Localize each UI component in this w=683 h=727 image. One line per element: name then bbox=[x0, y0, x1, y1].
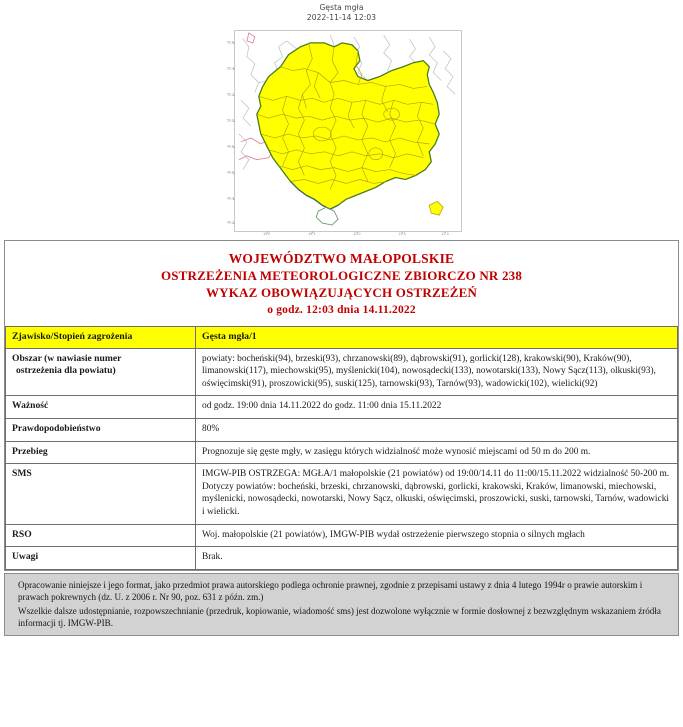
y-tick-label: 50.2 bbox=[226, 92, 234, 97]
southern-outline-fragment bbox=[316, 207, 338, 225]
sms-label: SMS bbox=[6, 464, 196, 524]
warning-map-section bbox=[0, 0, 683, 240]
y-tick-label: 49.4 bbox=[226, 196, 234, 201]
y-tick-label: 49.6 bbox=[226, 170, 234, 175]
document-header bbox=[5, 241, 678, 326]
table-row-area bbox=[6, 348, 678, 396]
table-row-rso bbox=[6, 524, 678, 547]
x-tick-label: 21.0 bbox=[441, 231, 449, 236]
malopolskie-map-graphic bbox=[235, 31, 461, 231]
y-tick-label: 50.6 bbox=[226, 40, 234, 45]
west-marker-outline bbox=[247, 33, 255, 43]
area-value: powiaty: bocheński(94), brzeski(93), chrzanowski(89), dąbrowski(91), gorlicki(128), krakowski(90), Kraków(90), limanowski(117), miechowski(95), myślenicki(104), nowosądecki(133), nowotarski(133), Nowy Sącz(113), olkuski(93), oświęcimski(91), proszowicki(95), suski(125), tarnowski(93), Tarnów(93), wadowicki(102), wielicki(92) bbox=[196, 348, 678, 396]
copyright-paragraph-2: Wszelkie dalsze udostępnianie, rozpowszechnianie (przedruk, kopiowanie, wiadomość sms) jest dozwolone wyłącznie w formie dosłownej z bezwzględnym wskazaniem źródła informacji tj. IMGW-PIB. bbox=[18, 605, 661, 628]
course-value: Prognozuje się gęste mgły, w zasięgu których widzialność może wynosić miejscami od 50 m do 200 m. bbox=[196, 441, 678, 464]
header-warning-number: OSTRZEŻENIA METEOROLOGICZNE ZBIORCZO NR 238 bbox=[160, 268, 523, 283]
phenomenon-value: Gęsta mgła/1 bbox=[196, 327, 678, 349]
x-tick-label: 19.0 bbox=[263, 231, 271, 236]
copyright-paragraph-1: Opracowanie niniejsze i jego format, jako przedmiot prawa autorskiego podlega ochronie prawnej, zgodnie z przepisami ustawy z dnia 4 lutego 1994r o prawie autorskim i prawach pokrewnych (dz. U. z 2006 r. Nr 90, poz. 631 z późn. zm.) bbox=[18, 579, 643, 603]
rso-value: Woj. małopolskie (21 powiatów), IMGW-PIB wydał ostrzeżenie pierwszego stopnia o silnych mgłach bbox=[196, 524, 678, 547]
area-label bbox=[6, 348, 196, 396]
x-tick-label: 19.5 bbox=[308, 231, 316, 236]
header-voivodeship: WOJEWÓDZTWO MAŁOPOLSKIE bbox=[228, 251, 455, 266]
probability-label: Prawdopodobieństwo bbox=[6, 418, 196, 441]
rso-label: RSO bbox=[6, 524, 196, 547]
probability-value: 80% bbox=[196, 418, 678, 441]
warning-details-table bbox=[5, 326, 678, 570]
warning-document bbox=[4, 240, 679, 571]
header-issue-time: o godz. 12:03 dnia 14.11.2022 bbox=[267, 304, 416, 316]
area-label-line2: ostrzeżenia dla powiatu) bbox=[16, 365, 116, 377]
table-row-validity bbox=[6, 396, 678, 419]
notes-label: Uwagi bbox=[6, 547, 196, 570]
header-subtitle: WYKAZ OBOWIĄZUJĄCYCH OSTRZEŻEŃ bbox=[205, 285, 478, 300]
y-tick-label: 50.0 bbox=[226, 118, 234, 123]
table-row-probability bbox=[6, 418, 678, 441]
y-tick-label: 49.2 bbox=[226, 220, 234, 225]
x-tick-label: 20.0 bbox=[353, 231, 361, 236]
table-row-course bbox=[6, 441, 678, 464]
notes-value: Brak. bbox=[196, 547, 678, 570]
validity-value: od godz. 19:00 dnia 14.11.2022 do godz. 11:00 dnia 15.11.2022 bbox=[196, 396, 678, 419]
map-title-timestamp: 2022-11-14 12:03 bbox=[306, 13, 377, 22]
map-title bbox=[0, 3, 683, 23]
map-plot-frame bbox=[226, 30, 462, 236]
table-row-phenomenon bbox=[6, 327, 678, 349]
y-tick-label: 49.8 bbox=[226, 144, 234, 149]
y-tick-label: 50.4 bbox=[226, 66, 234, 71]
phenomenon-label: Zjawisko/Stopień zagrożenia bbox=[6, 327, 196, 349]
sms-value: IMGW-PIB OSTRZEGA: MGŁA/1 małopolskie (21 powiatów) od 19:00/14.11 do 11:00/15.11.2022 widzialność 50-200 m. Dotyczy powiatów: bocheński, brzeski, chrzanowski, dąbrowski, gorlicki, krakowski, Kraków, limanowski, miechowski, myślenicki, nowosądecki, nowotarski, Nowy Sącz, olkuski, oświęcimski, proszowicki, suski, tarnowski, Tarnów, wadowicki i wielicki. bbox=[196, 464, 678, 524]
copyright-footer bbox=[4, 573, 679, 637]
x-tick-label: 20.5 bbox=[398, 231, 406, 236]
southeast-detached-area bbox=[429, 201, 443, 215]
validity-label: Ważność bbox=[6, 396, 196, 419]
table-row-notes bbox=[6, 547, 678, 570]
course-label: Przebieg bbox=[6, 441, 196, 464]
map-title-phenomenon: Gęsta mgła bbox=[319, 3, 364, 12]
area-label-line1: Obszar (w nawiasie numer bbox=[12, 352, 122, 364]
table-row-sms bbox=[6, 464, 678, 524]
